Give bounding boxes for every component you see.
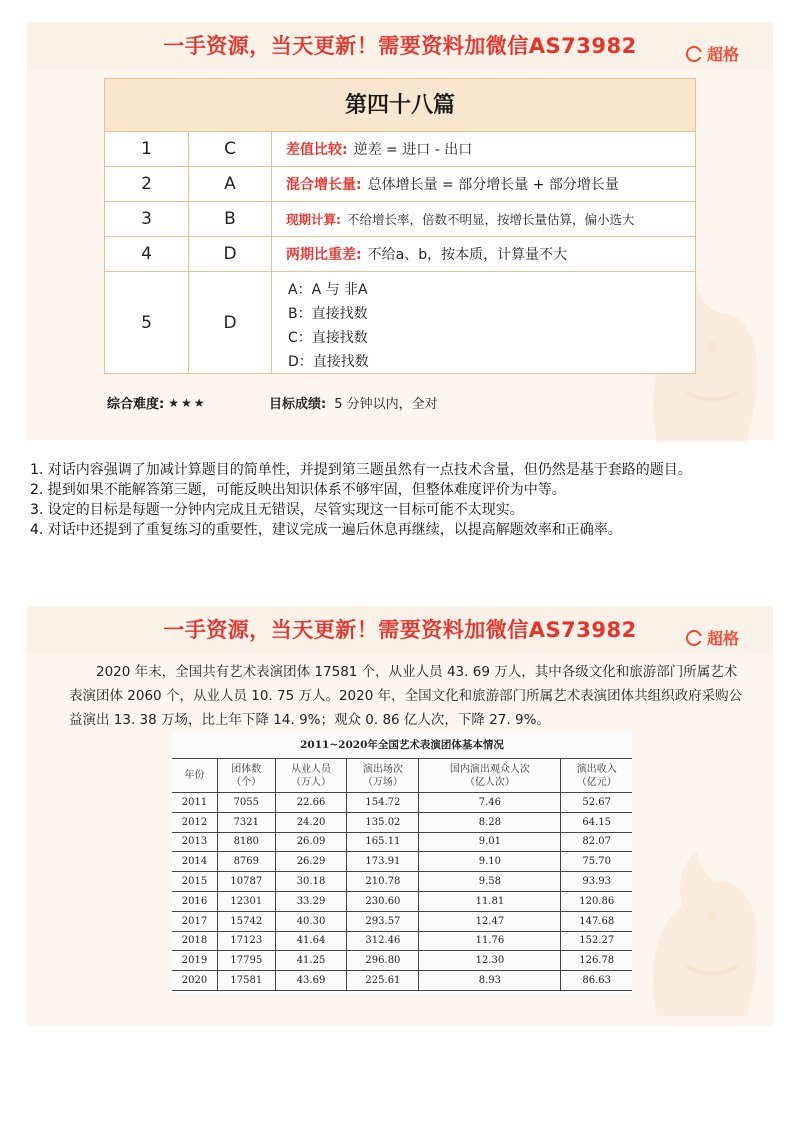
column-header: 演出场次 （万场） <box>347 759 419 793</box>
table-body <box>172 793 632 991</box>
value-cell: 8769 <box>218 852 276 872</box>
brand <box>686 42 739 65</box>
note-item: 4. 对话中还提到了重复练习的重要性，建议完成一遍后休息再继续，以提高解题效率和正确率。 <box>30 522 622 538</box>
question-number: 5 <box>105 272 189 373</box>
value-cell: 147.68 <box>561 911 632 931</box>
value-cell: 52.67 <box>561 793 632 813</box>
value-cell: 7.46 <box>419 793 561 813</box>
banner-text: 一手资源，当天更新！需要资料加微信AS73982 <box>163 618 637 642</box>
column-header: 从业人员 （万人） <box>275 759 347 793</box>
promo-banner <box>27 22 773 70</box>
note-item: 3. 设定的目标是每题一分钟内完成且无错误，尽管实现这一目标可能不太现实。 <box>30 502 524 518</box>
value-cell: 225.61 <box>347 971 419 991</box>
answer-option-list <box>272 272 695 373</box>
difficulty-stars: ★★★ <box>168 395 207 410</box>
mascot-watermark-icon <box>627 816 767 1016</box>
value-cell: 64.15 <box>561 812 632 832</box>
banner-text: 一手资源，当天更新！需要资料加微信AS73982 <box>163 34 637 58</box>
brand-logo-icon <box>686 46 702 62</box>
table-row <box>172 891 632 911</box>
answer-note <box>272 202 695 236</box>
table-row <box>172 872 632 892</box>
answer-table-title: 第四十八篇 <box>105 79 695 132</box>
answer-table <box>104 78 696 374</box>
value-cell: 12.47 <box>419 911 561 931</box>
table-row <box>172 832 632 852</box>
table-header-row <box>172 759 632 793</box>
value-cell: 230.60 <box>347 891 419 911</box>
value-cell: 11.81 <box>419 891 561 911</box>
value-cell: 11.76 <box>419 931 561 951</box>
value-cell: 210.78 <box>347 872 419 892</box>
value-cell: 17795 <box>218 951 276 971</box>
note-keyword: 混合增长量: <box>286 177 362 193</box>
year-cell: 2018 <box>172 931 218 951</box>
value-cell: 12301 <box>218 891 276 911</box>
table-row <box>172 911 632 931</box>
value-cell: 41.64 <box>275 931 347 951</box>
value-cell: 154.72 <box>347 793 419 813</box>
note-keyword: 现期计算: <box>286 212 341 227</box>
table-row <box>172 971 632 991</box>
table-row <box>172 812 632 832</box>
answer-note <box>272 167 695 201</box>
value-cell: 26.29 <box>275 852 347 872</box>
value-cell: 7055 <box>218 793 276 813</box>
brand-name: 超格 <box>706 45 739 64</box>
value-cell: 22.66 <box>275 793 347 813</box>
value-cell: 165.11 <box>347 832 419 852</box>
table-row <box>172 951 632 971</box>
value-cell: 126.78 <box>561 951 632 971</box>
column-header: 团体数 （个） <box>218 759 276 793</box>
value-cell: 8.28 <box>419 812 561 832</box>
value-cell: 15742 <box>218 911 276 931</box>
statistics-table-image <box>172 732 632 994</box>
answer-row <box>105 237 695 272</box>
value-cell: 30.18 <box>275 872 347 892</box>
value-cell: 9.10 <box>419 852 561 872</box>
promo-banner <box>27 606 773 654</box>
value-cell: 293.57 <box>347 911 419 931</box>
value-cell: 7321 <box>218 812 276 832</box>
note-keyword: 差值比较: <box>286 142 348 158</box>
column-header: 国内演出观众人次 （亿人次） <box>419 759 561 793</box>
column-header: 年份 <box>172 759 218 793</box>
year-cell: 2020 <box>172 971 218 991</box>
year-cell: 2011 <box>172 793 218 813</box>
difficulty-rating <box>107 393 206 412</box>
answer-note <box>272 132 695 166</box>
value-cell: 312.46 <box>347 931 419 951</box>
summary-notes <box>30 460 770 540</box>
year-cell: 2017 <box>172 911 218 931</box>
value-cell: 33.29 <box>275 891 347 911</box>
question-number: 3 <box>105 202 189 236</box>
answer-letter: B <box>189 202 272 236</box>
year-cell: 2014 <box>172 852 218 872</box>
question-number: 1 <box>105 132 189 166</box>
option-line: B：直接找数 <box>288 306 368 322</box>
answer-letter: A <box>189 167 272 201</box>
value-cell: 9.01 <box>419 832 561 852</box>
note-item: 2. 提到如果不能解答第三题，可能反映出知识体系不够牢固，但整体难度评价为中等。 <box>30 482 566 498</box>
option-line: C：直接找数 <box>288 330 368 346</box>
brand <box>686 626 739 649</box>
table-row <box>172 852 632 872</box>
value-cell: 152.27 <box>561 931 632 951</box>
option-line: D：直接找数 <box>288 354 369 370</box>
option-line: A：A 与 非A <box>288 282 368 298</box>
column-header: 演出收入 （亿元） <box>561 759 632 793</box>
table-title: 2011~2020年全国艺术表演团体基本情况 <box>300 739 504 751</box>
value-cell: 40.30 <box>275 911 347 931</box>
note-text: 逆差 = 进口 - 出口 <box>353 142 473 158</box>
note-item: 1. 对话内容强调了加减计算题目的简单性，并提到第三题虽然有一点技术含量，但仍然是基于套路的题目。 <box>30 462 692 478</box>
answer-letter: D <box>189 272 272 373</box>
value-cell: 173.91 <box>347 852 419 872</box>
value-cell: 17123 <box>218 931 276 951</box>
target-value: 5 分钟以内，全对 <box>334 397 438 412</box>
table-row <box>172 793 632 813</box>
value-cell: 93.93 <box>561 872 632 892</box>
value-cell: 17581 <box>218 971 276 991</box>
material-paragraph: 2020 年末，全国共有艺术表演团体 17581 个，从业人员 43. 69 万人，其中各级文化和旅游部门所属艺术表演团体 2060 个，从业人员 10. 75 万人。2020 年，全国文化和旅游部门所属艺术表演团体共组织政府采购公益演出 13. 38 万场，比上年下降 14. 9%；观众 0. 86 亿人次，下降 27. 9%。 <box>69 664 743 728</box>
brand-logo-icon <box>686 630 702 646</box>
value-cell: 8.93 <box>419 971 561 991</box>
target-label: 目标成绩: <box>269 397 327 412</box>
answer-letter: C <box>189 132 272 166</box>
value-cell: 41.25 <box>275 951 347 971</box>
value-cell: 82.07 <box>561 832 632 852</box>
value-cell: 296.80 <box>347 951 419 971</box>
value-cell: 43.69 <box>275 971 347 991</box>
note-text: 不给a、b，按本质，计算量不大 <box>367 247 568 263</box>
value-cell: 24.20 <box>275 812 347 832</box>
answer-letter: D <box>189 237 272 271</box>
difficulty-label: 综合难度: <box>107 397 165 412</box>
table-row <box>172 931 632 951</box>
target-score <box>269 393 438 412</box>
answer-row <box>105 132 695 167</box>
value-cell: 9.58 <box>419 872 561 892</box>
note-keyword: 两期比重差: <box>286 247 362 263</box>
year-cell: 2016 <box>172 891 218 911</box>
material-panel <box>27 606 773 1026</box>
year-cell: 2015 <box>172 872 218 892</box>
value-cell: 120.86 <box>561 891 632 911</box>
answer-row <box>105 272 695 373</box>
note-text: 不给增长率，倍数不明显，按增长量估算，偏小选大 <box>347 212 635 227</box>
answer-row <box>105 202 695 237</box>
year-cell: 2013 <box>172 832 218 852</box>
question-number: 2 <box>105 167 189 201</box>
value-cell: 75.70 <box>561 852 632 872</box>
value-cell: 86.63 <box>561 971 632 991</box>
value-cell: 10787 <box>218 872 276 892</box>
year-cell: 2019 <box>172 951 218 971</box>
question-number: 4 <box>105 237 189 271</box>
value-cell: 135.02 <box>347 812 419 832</box>
value-cell: 12.30 <box>419 951 561 971</box>
statistics-table <box>172 758 632 991</box>
year-cell: 2012 <box>172 812 218 832</box>
answer-row <box>105 167 695 202</box>
answer-note <box>272 237 695 271</box>
note-text: 总体增长量 = 部分增长量 + 部分增长量 <box>367 177 619 193</box>
value-cell: 8180 <box>218 832 276 852</box>
answer-panel <box>27 22 773 440</box>
brand-name: 超格 <box>706 629 739 648</box>
value-cell: 26.09 <box>275 832 347 852</box>
